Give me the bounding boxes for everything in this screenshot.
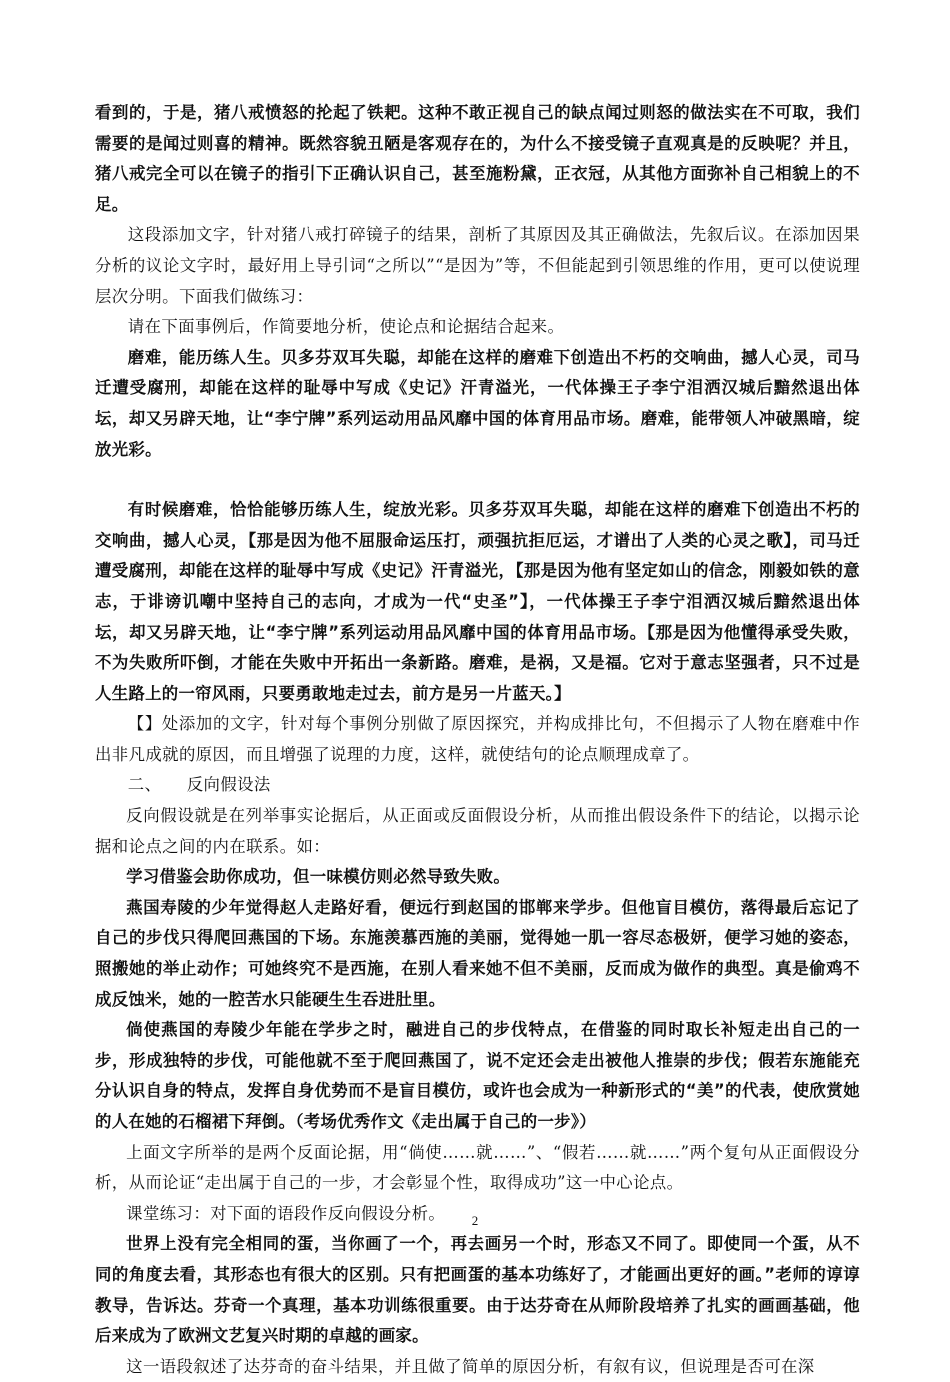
paragraph-thesis: 学习借鉴会助你成功，但一味模仿则必然导致失败。 <box>126 867 511 887</box>
page-number: 2 <box>471 1213 479 1228</box>
section-heading-reverse-hypothesis: 二、 反向假设法 <box>127 775 271 795</box>
paragraph-class-exercise: 课堂练习：对下面的语段作反向假设分析。 <box>126 1203 446 1223</box>
paragraph-definition: 反向假设就是在列举事实论据后，从正面或反面假设分析，从而推出假设条件下的结论，以揭示论据和论点之间的内在联系。如： <box>95 806 860 856</box>
paragraph-handan-example: 燕国寿陵的少年觉得赵人走路好看，便远行到赵国的邯郸来学步。但他盲目模仿，落得最后忘记了自己的步伐只得爬回燕国的下场。东施羡慕西施的美丽，觉得她一肌一容尽态极妍，便学习她的姿态，照搬她的举止动作；可她终究不是西施，在别人看来她不但不美丽，反而成为做作的典型。真是偷鸡不成反蚀米，她的一腔苦水只能硬生生吞进肚里。 <box>95 897 860 1009</box>
paragraph-hypothesis-analysis: 倘使燕国的寿陵少年能在学步之时，融进自己的步伐特点，在借鉴的同时取长补短走出自己的一步，形成独特的步伐，可能他就不至于爬回燕国了，说不定还会走出被他人推崇的步伐；假若东施能充分认识自身的特点，发挥自身优势而不是盲目模仿，或许也会成为一种新形式的“美”的代表，使欣赏她的人在她的石榴裙下拜倒。（考场优秀作文《走出属于自己的一步》） <box>95 1020 860 1131</box>
paragraph-bracket-commentary: 【】处添加的文字，针对每个事例分别做了原因探究，并构成排比句，不但揭示了人物在磨难中作出非凡成就的原因，而且增强了说理的力度，这样，就使结句的论点顺理成章了。 <box>95 714 860 764</box>
paragraph-explanation: 上面文字所举的是两个反面论据，用“倘使……就……”、“假若……就……”两个复句从正面假设分析，从而论证“走出属于自己的一步，才会彰显个性，取得成功”这一中心论点。 <box>95 1142 860 1193</box>
paragraph-commentary: 这段添加文字，针对猪八戒打碎镜子的结果，剖析了其原因及其正确做法，先叙后议。在添加因果分析的议论文字时，最好用上导引词“之所以”“是因为”等，不但能起到引领思维的作用，更可以使说理层次分明。下面我们做练习： <box>95 225 860 306</box>
paragraph-davinci-commentary: 这一语段叙述了达芬奇的奋斗结果，并且做了简单的原因分析，有叙有议，但说理是否可在深 <box>126 1356 815 1376</box>
paragraph-hardship-answer: 有时候磨难，恰恰能够历练人生，绽放光彩。贝多芬双耳失聪，却能在这样的磨难下创造出不朽的交响曲，撼人心灵，【那是因为他不屈服命运压打，顽强抗拒厄运，才谱出了人类的心灵之歌】，司马迁遭受腐刑，却能在这样的耻辱中写成《史记》汗青溢光，【那是因为他有坚定如山的信念，刚毅如铁的意志，于诽谤讥嘲中坚持自己的志向，才成为一代“史圣”】，一代体操王子李宁泪洒汉城后黯然退出体坛，却又另辟天地，让“李宁牌”系列运动用品风靡中国的体育用品市场。【那是因为他懂得承受失败，不为失败所吓倒，才能在失败中开拓出一条新路。磨难，是祸，又是福。它对于意志坚强者，只不过是人生路上的一帘风雨，只要勇敢地走过去，前方是另一片蓝天。】 <box>95 500 860 703</box>
paragraph-davinci-example: 世界上没有完全相同的蛋，当你画了一个，再去画另一个时，形态又不同了。即使同一个蛋，从不同的角度去看，其形态也有很大的区别。只有把画蛋的基本功练好了，才能画出更好的画。”老师的谆谆教导，告诉达。芬奇一个真理，基本功训练很重要。由于达芬奇在从师阶段培养了扎实的画画基础，他后来成为了欧洲文艺复兴时期的卓越的画家。 <box>95 1234 860 1346</box>
paragraph-bajie-analysis: 看到的，于是，猪八戒愤怒的抡起了铁耙。这种不敢正视自己的缺点闻过则怒的做法实在不可取，我们需要的是闻过则喜的精神。既然容貌丑陋是客观存在的，为什么不接受镜子直观真是的反映呢？并且，猪八戒完全可以在镜子的指引下正确认识自己，甚至施粉黛，正衣冠，从其他方面弥补自己相貌上的不足。 <box>95 103 860 214</box>
blank-line <box>95 465 860 495</box>
paragraph-exercise-prompt: 请在下面事例后，作简要地分析，使论点和论据结合起来。 <box>127 317 565 337</box>
paragraph-hardship-example: 磨难，能历练人生。贝多芬双耳失聪，却能在这样的磨难下创造出不朽的交响曲，撼人心灵，司马迁遭受腐刑，却能在这样的耻辱中写成《史记》汗青溢光，一代体操王子李宁泪洒汉城后黯然退出体坛，却又另辟天地，让“李宁牌”系列运动用品风靡中国的体育用品市场。磨难，能带领人冲破黑暗，绽放光彩。 <box>95 347 860 459</box>
document-body <box>95 98 860 1382</box>
